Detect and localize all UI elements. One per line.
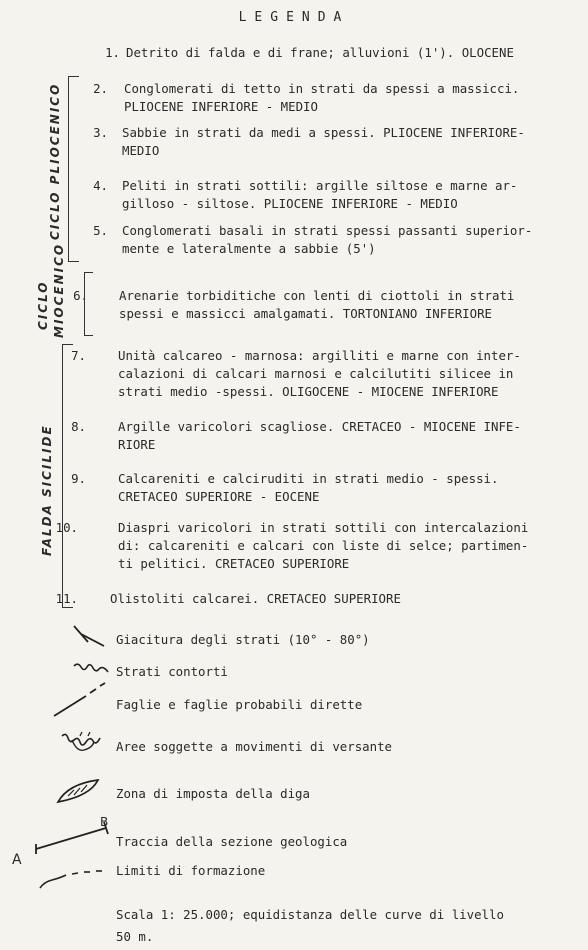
entry-text: calazioni di calcari marnosi e calcilutiti silicee in <box>118 366 514 381</box>
entry-text: Olistoliti calcarei. CRETACEO SUPERIORE <box>110 591 401 606</box>
entry-text: mente e lateralmente a sabbie (5') <box>122 241 376 256</box>
entry-text: di: calcareniti e calcari con liste di selce; partimen- <box>118 538 529 553</box>
entry-number: 2. <box>93 81 108 96</box>
group-label-miocenico: MIOCENICO <box>52 242 66 338</box>
formation-limit-label: Limiti di formazione <box>116 863 266 878</box>
group-label-falda-sicilide: FALDA SICILIDE <box>40 424 54 556</box>
contorted-strata-icon <box>72 660 112 680</box>
scale-line: Scala 1: 25.000; equidistanza delle curve di livello <box>116 907 504 922</box>
entry-number: 1. <box>105 45 120 60</box>
dam-site-icon <box>54 776 104 806</box>
entry-text: RIORE <box>118 437 156 452</box>
entry-text: gilloso - siltose. PLIOCENE INFERIORE - MEDIO <box>122 196 458 211</box>
contorted-strata-label: Strati contorti <box>116 664 228 679</box>
bedding-attitude-label: Giacitura degli strati (10° - 80°) <box>116 632 370 647</box>
entry-text: CRETACEO SUPERIORE - EOCENE <box>118 489 320 504</box>
entry-text: ti pelitici. CRETACEO SUPERIORE <box>118 556 350 571</box>
bracket-falda-sicilide <box>62 344 73 608</box>
legend-title: LEGENDA <box>238 10 350 25</box>
scale-note <box>116 904 504 948</box>
dam-site-label: Zona di imposta della diga <box>116 786 310 801</box>
entry-text: Diaspri varicolori in strati sottili con intercalazioni <box>118 520 529 535</box>
group-label-ciclo: CICLO <box>36 280 50 330</box>
section-trace-label: Traccia della sezione geologica <box>116 834 348 849</box>
entry-text: Conglomerati basali in strati spessi passanti superior- <box>122 223 533 238</box>
entry-text: Argille varicolori scagliose. CRETACEO - MIOCENE INFE- <box>118 419 521 434</box>
fault-label: Faglie e faglie probabili dirette <box>116 697 363 712</box>
group-label-ciclo-pliocenico: CICLO PLIOCENICO <box>48 82 62 240</box>
entry-number: 6. <box>73 288 88 303</box>
bracket-ciclo-pliocenico <box>68 76 79 262</box>
section-end-a-label: A <box>12 852 22 868</box>
entry-number: 7. <box>71 348 86 363</box>
entry-number: 11. <box>55 591 78 606</box>
entry-number: 4. <box>93 178 108 193</box>
entry-text: MEDIO <box>122 143 160 158</box>
formation-limit-icon <box>38 864 108 894</box>
entry-text: Sabbie in strati da medi a spessi. PLIOCENE INFERIORE- <box>122 125 525 140</box>
bracket-ciclo-miocenico <box>84 272 93 336</box>
entry-number: 8. <box>71 419 86 434</box>
entry-text: strati medio -spessi. OLIGOCENE - MIOCENE INFERIORE <box>118 384 499 399</box>
entry-number: 9. <box>71 471 86 486</box>
landslide-area-label: Aree soggette a movimenti di versante <box>116 739 393 754</box>
entry-number: 3. <box>93 125 108 140</box>
entry-text: Detrito di falda e di frane; alluvioni (1'). OLOCENE <box>126 45 514 60</box>
entry-number: 10. <box>55 520 78 535</box>
entry-text: PLIOCENE INFERIORE - MEDIO <box>124 99 318 114</box>
entry-text: Conglomerati di tetto in strati da spessi a massicci. <box>124 81 520 96</box>
entry-text: Arenarie torbiditiche con lenti di ciottoli in strati <box>119 288 515 303</box>
landslide-area-icon <box>60 728 106 758</box>
section-end-b-label: B <box>100 815 109 829</box>
entry-text: Unità calcareo - marnosa: argilliti e marne con inter- <box>118 348 521 363</box>
entry-text: Calcareniti e calciruditi in strati medio - spessi. <box>118 471 499 486</box>
section-trace-icon <box>30 818 110 858</box>
entry-text: spessi e massicci amalgamati. TORTONIANO INFERIORE <box>119 306 492 321</box>
entry-number: 5. <box>93 223 108 238</box>
entry-text: Peliti in strati sottili: argille siltose e marne ar- <box>122 178 518 193</box>
bedding-attitude-icon <box>70 622 110 652</box>
scale-line: 50 m. <box>116 929 154 944</box>
fault-icon <box>50 680 110 720</box>
